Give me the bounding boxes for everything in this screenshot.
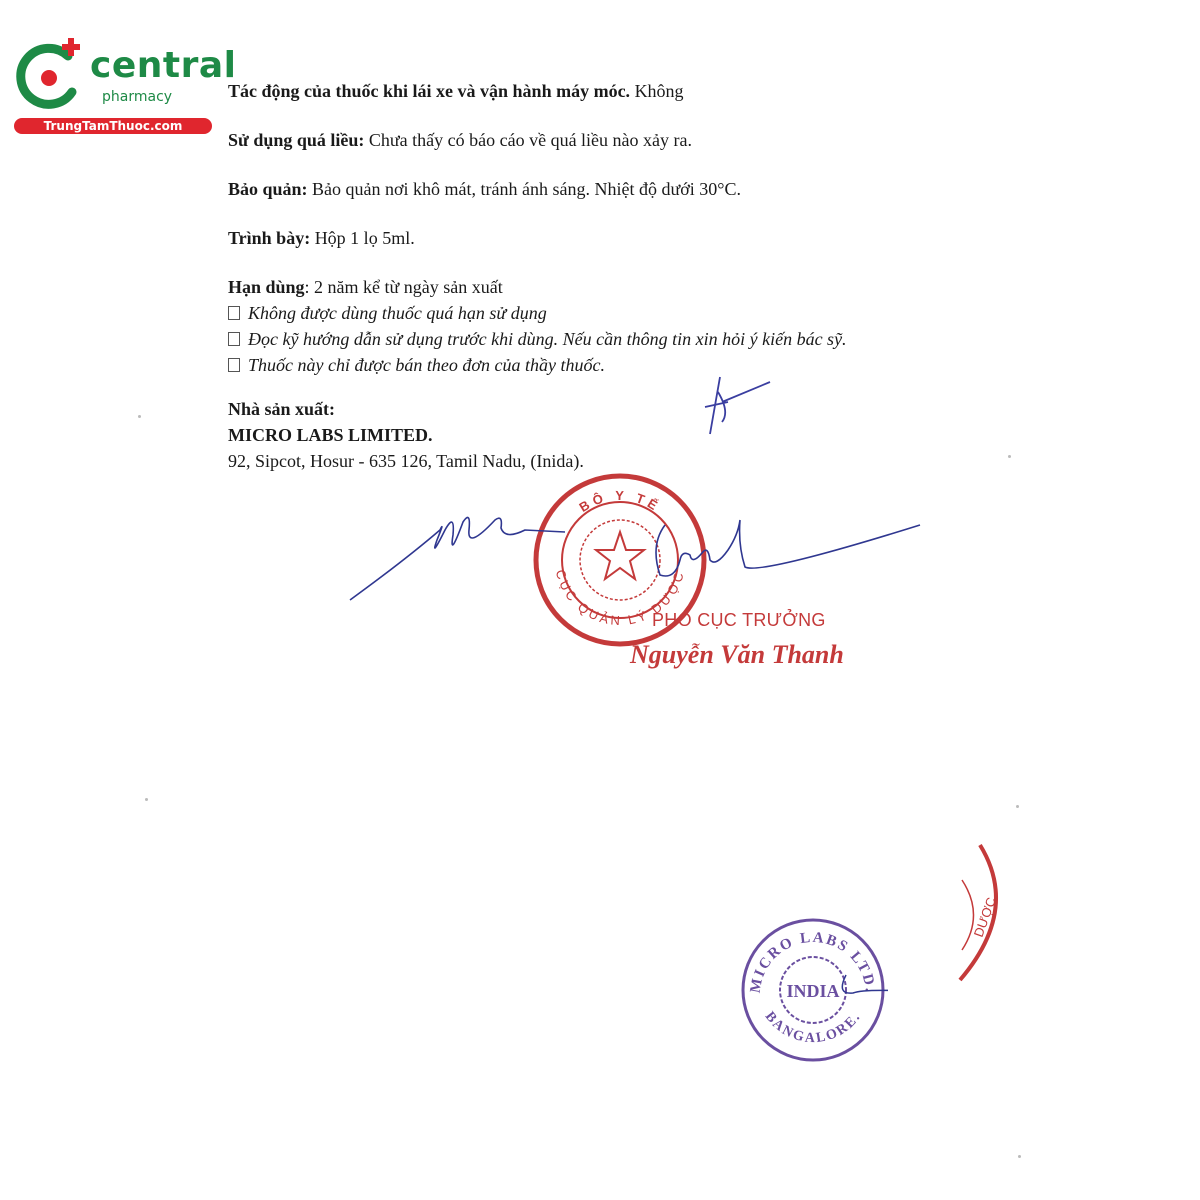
- scan-speck: [1016, 805, 1019, 808]
- note-item: [228, 352, 1128, 378]
- official-title: PHÓ CỤC TRƯỞNG: [652, 610, 826, 630]
- document-body: [228, 78, 1128, 474]
- company-stamp-icon: [738, 915, 888, 1065]
- section-label: Bảo quản:: [228, 179, 308, 199]
- company-stamp-bottom-text: BANGALORE.: [761, 1009, 865, 1047]
- note-text: Thuốc này chỉ được bán theo đơn của thầy thuốc.: [248, 355, 605, 375]
- section-label: Sử dụng quá liều:: [228, 130, 365, 150]
- checkbox-icon: [228, 358, 240, 372]
- section-driving: [228, 78, 1128, 104]
- section-text: Hộp 1 lọ 5ml.: [310, 228, 415, 248]
- note-text: Không được dùng thuốc quá hạn sử dụng: [248, 303, 547, 323]
- note-item: [228, 300, 1128, 326]
- manufacturer-name: MICRO LABS LIMITED.: [228, 425, 433, 445]
- logo-mark-icon: [10, 38, 90, 118]
- section-label: Trình bày:: [228, 228, 311, 248]
- partial-stamp-text: DƯỢC: [970, 895, 999, 940]
- svg-text:BANGALORE.: [762, 1009, 865, 1046]
- pharmacy-logo[interactable]: [10, 38, 237, 138]
- company-stamp-center-text: INDIA: [786, 981, 840, 1001]
- official-stamp-top-text: BỘ Y TẾ: [576, 487, 664, 516]
- section-label: Tác động của thuốc khi lái xe và vận hành máy móc.: [228, 81, 631, 101]
- manufacturer-address: 92, Sipcot, Hosur - 635 126, Tamil Nadu, (Inida).: [228, 451, 584, 471]
- section-overdose: [228, 127, 1128, 153]
- official-stamp-ring-text: CỤC QUẢN LÝ DƯỢC: [552, 567, 688, 629]
- manufacturer-block: [228, 396, 1128, 474]
- section-packaging: [228, 225, 1128, 251]
- logo-sub-text: pharmacy: [102, 89, 173, 105]
- company-stamp-top-text: MICRO LABS LTD.: [747, 929, 879, 995]
- initial-signature-icon: [700, 372, 780, 442]
- official-signatory: Nguyễn Văn Thanh: [630, 640, 844, 669]
- section-storage: [228, 176, 1128, 202]
- partial-stamp-icon: [940, 840, 1010, 990]
- manufacturer-signature-icon: [345, 500, 575, 610]
- section-text: Bảo quản nơi khô mát, tránh ánh sáng. Nhiệt độ dưới 30°C.: [307, 179, 741, 199]
- manufacturer-heading: Nhà sản xuất:: [228, 399, 336, 419]
- scan-speck: [138, 415, 141, 418]
- scan-speck: [1018, 1155, 1021, 1158]
- official-signature-icon: [620, 505, 930, 595]
- scan-speck: [145, 798, 148, 801]
- note-item: [228, 326, 1128, 352]
- logo-brand-text: central: [90, 45, 237, 86]
- section-expiry: [228, 274, 1128, 300]
- checkbox-icon: [228, 332, 240, 346]
- section-text: : 2 năm kể từ ngày sản xuất: [304, 277, 503, 297]
- section-text: Không: [630, 81, 684, 101]
- checkbox-icon: [228, 306, 240, 320]
- section-label: Hạn dùng: [228, 277, 305, 297]
- section-text: Chưa thấy có báo cáo về quá liều nào xảy ra.: [364, 130, 693, 150]
- note-text: Đọc kỹ hướng dẫn sử dụng trước khi dùng. Nếu cần thông tin xin hỏi ý kiến bác sỹ.: [248, 329, 847, 349]
- logo-url-badge[interactable]: TrungTamThuoc.com: [14, 118, 212, 134]
- scan-speck: [1008, 455, 1011, 458]
